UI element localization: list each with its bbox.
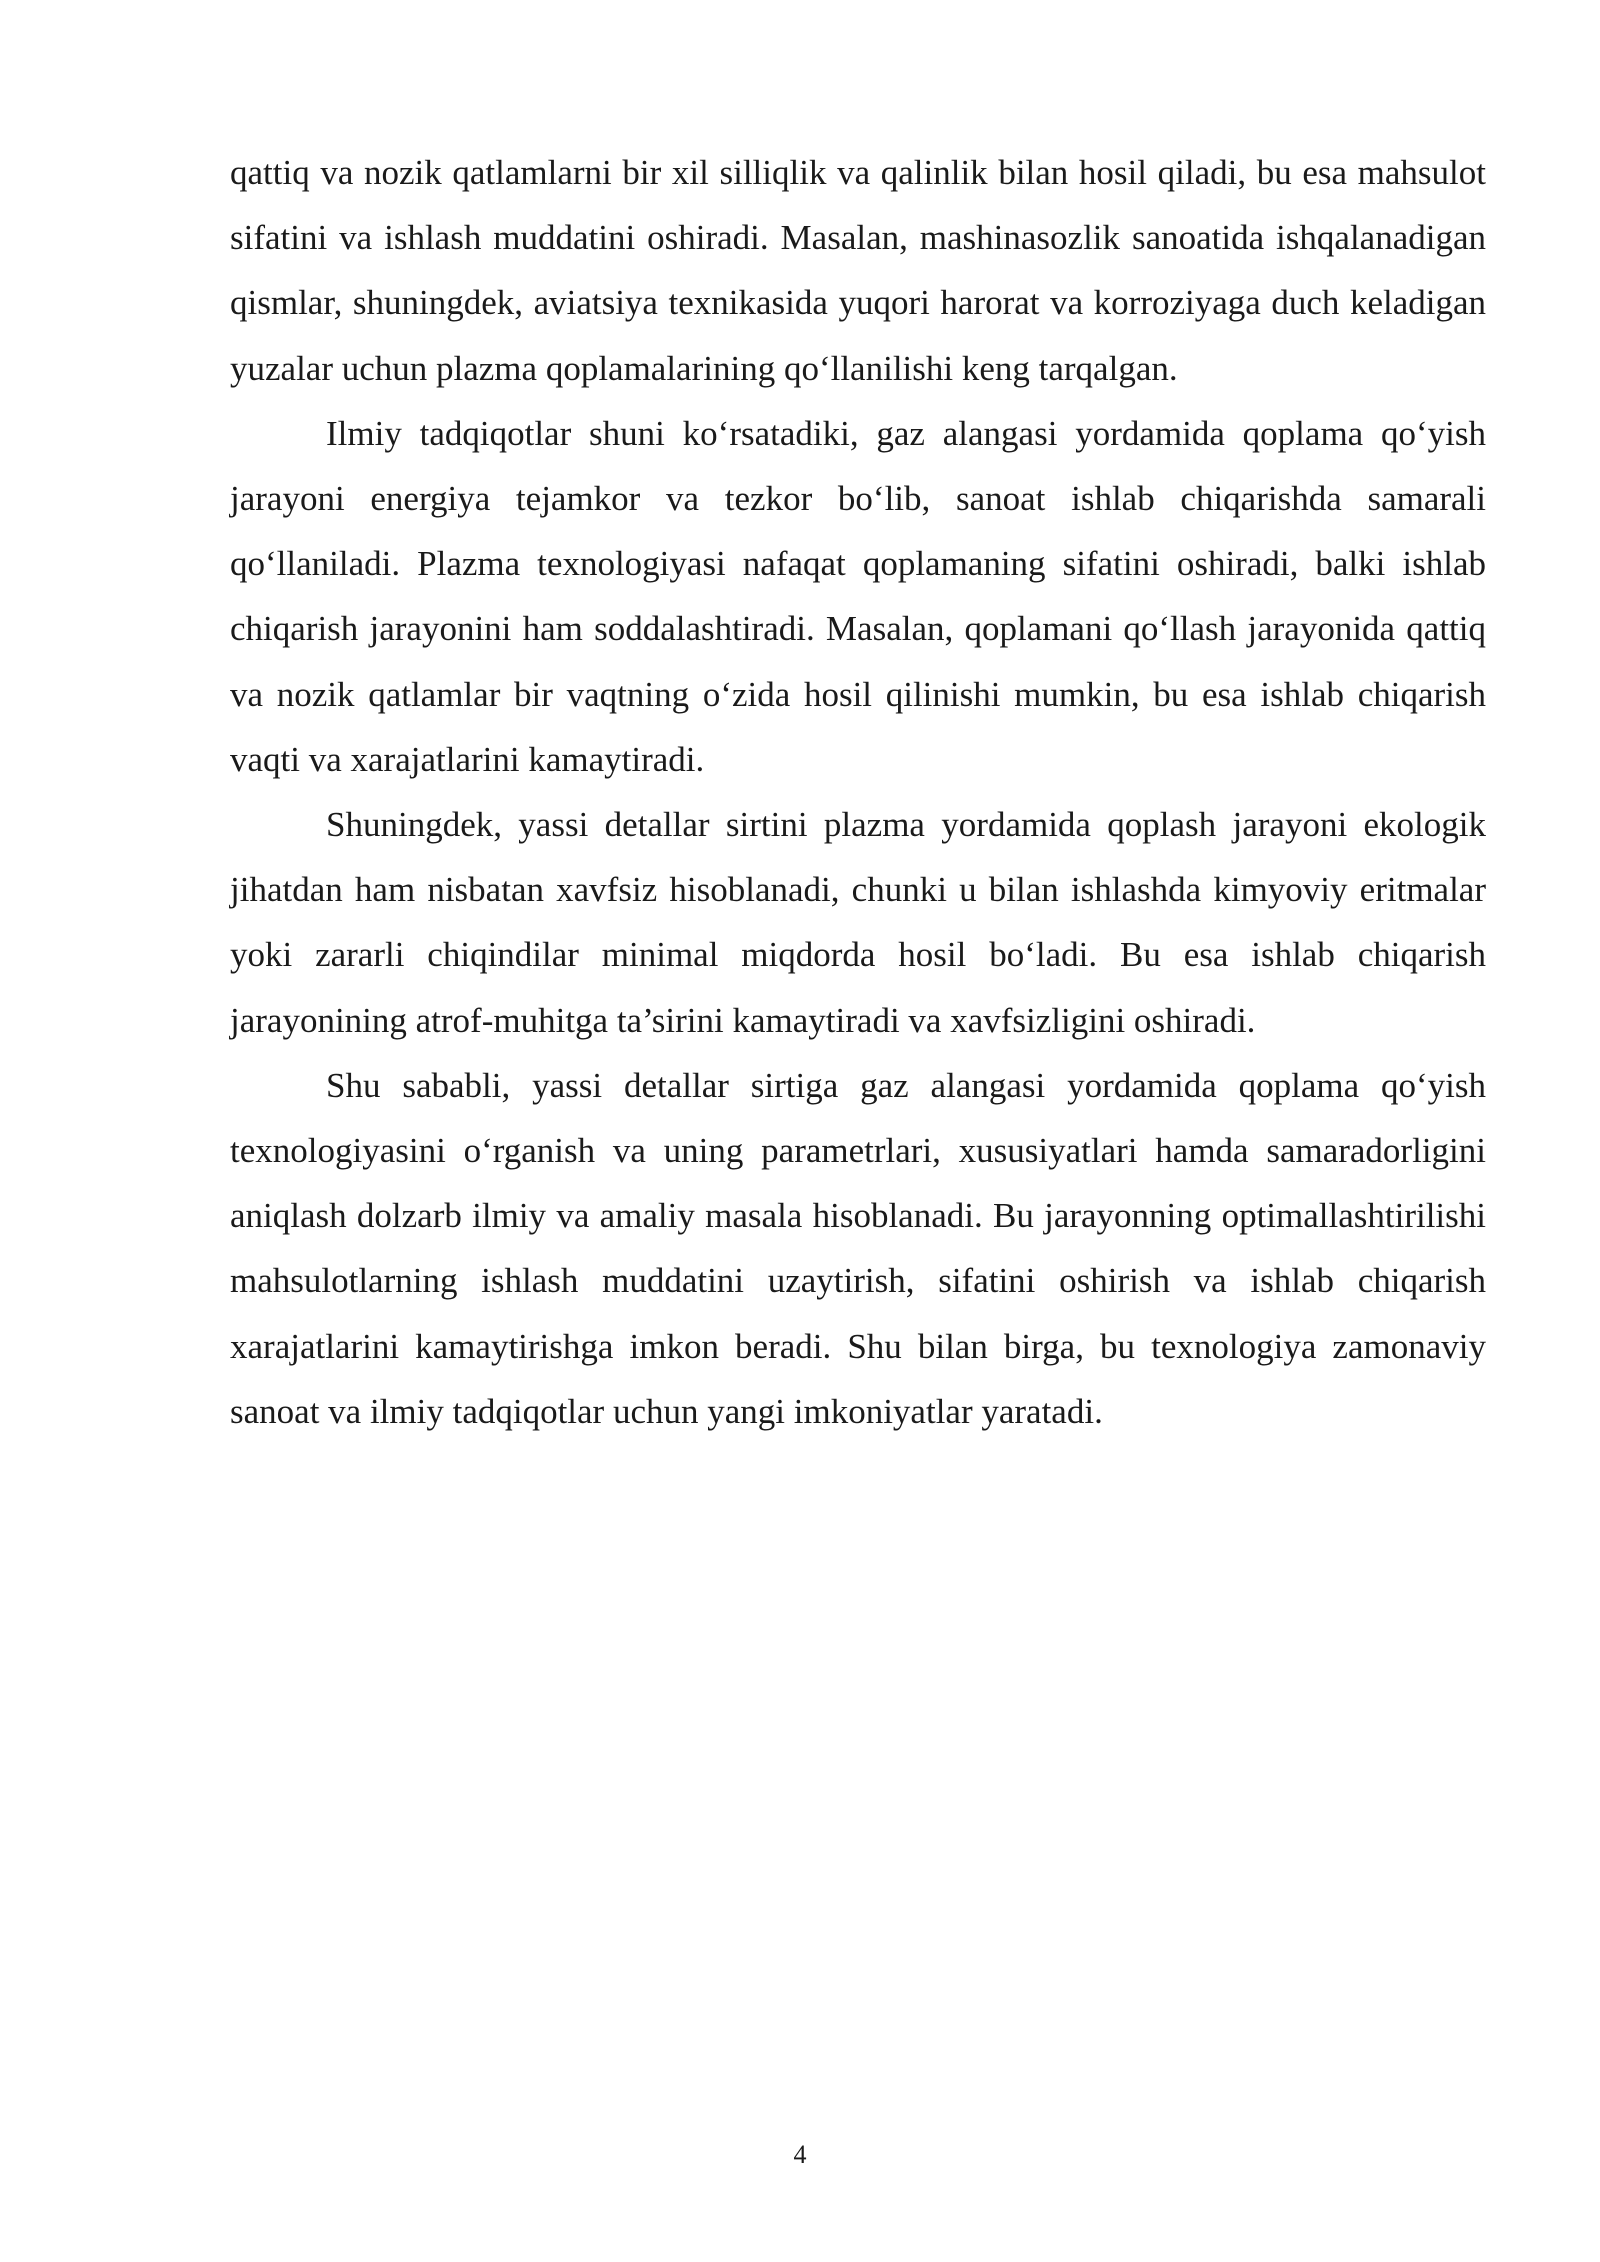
paragraph: Shuningdek, yassi detallar sirtini plazma yordamida qoplash jarayoni ekologik jihatdan ham nisbatan xavfsiz hisoblanadi, chunki u bilan ishlashda kimyoviy eritmalar yoki zararli chiqindilar minimal miqdorda hosil bo‘ladi. Bu esa ishlab chiqarish jarayonining atrof-muhitga ta’sirini kamaytiradi va xavfsizligini oshiradi. [230,805,1486,1040]
paragraph: Ilmiy tadqiqotlar shuni ko‘rsatadiki, gaz alangasi yordamida qoplama qo‘yish jarayoni energiya tejamkor va tezkor bo‘lib, sanoat ishlab chiqarishda samarali qo‘llaniladi. Plazma texnologiyasi nafaqat qoplamaning sifatini oshiradi, balki ishlab chiqarish jarayonini ham soddalashtiradi. Masalan, qoplamani qo‘llash jarayonida qattiq va nozik qatlamlar bir vaqtning o‘zida hosil qilinishi mumkin, bu esa ishlab chiqarish vaqti va xarajatlarini kamaytiradi. [230,413,1486,779]
paragraph-continuation: qattiq va nozik qatlamlarni bir xil silliqlik va qalinlik bilan hosil qiladi, bu esa mahsulot sifatini va ishlash muddatini oshiradi. Masalan, mashinasozlik sanoatida ishqalanadigan qismlar, shuningdek, aviatsiya texnikasida yuqori harorat va korroziyaga duch keladigan yuzalar uchun plazma qoplamalarining qo‘llanilishi keng tarqalgan. [230,153,1486,388]
paragraph: Shu sababli, yassi detallar sirtiga gaz alangasi yordamida qoplama qo‘yish texnologiyasini o‘rganish va uning parametrlari, xususiyatlari hamda samaradorligini aniqlash dolzarb ilmiy va amaliy masala hisoblanadi. Bu jarayonning optimallashtirilishi mahsulotlarning ishlash muddatini uzaytirish, sifatini oshirish va ishlab chiqarish xarajatlarini kamaytirishga imkon beradi. Shu bilan birga, bu texnologiya zamonaviy sanoat va ilmiy tadqiqotlar uchun yangi imkoniyatlar yaratadi. [230,1065,1486,1431]
page-number: 4 [793,2140,807,2169]
body-text [230,140,1486,1444]
